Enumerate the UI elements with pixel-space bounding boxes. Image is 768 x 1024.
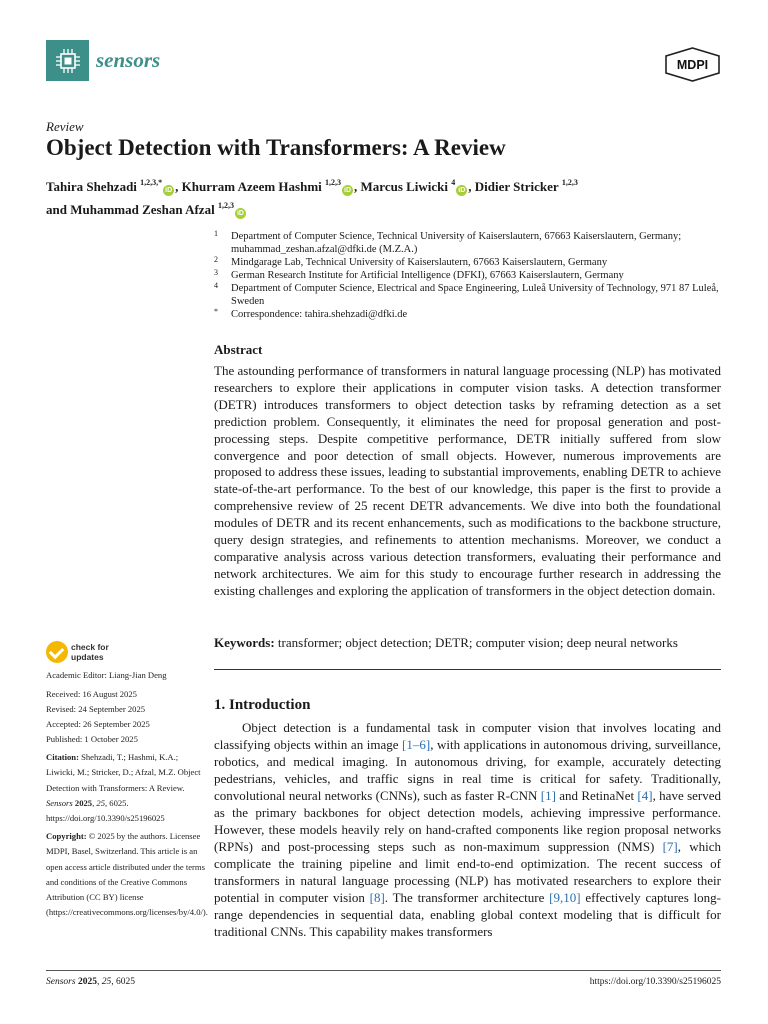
author-joiner: and bbox=[46, 202, 67, 217]
copyright-label: Copyright: bbox=[46, 831, 87, 841]
author-name: Khurram Azeem Hashmi bbox=[181, 179, 322, 194]
affiliation-text: Department of Computer Science, Technical University of Kaiserslautern, 67663 Kaiserslautern, Germany; muhammad_zeshan.afzal@dfki.de (M.Z.A.) bbox=[231, 231, 682, 255]
citation-link[interactable]: [4] bbox=[637, 788, 653, 803]
check-updates-line1: check for bbox=[71, 642, 109, 652]
citation-pages-doi[interactable]: , 6025. https://doi.org/10.3390/s25196025 bbox=[46, 797, 165, 824]
orcid-icon[interactable]: iD bbox=[458, 187, 466, 194]
intro-text: and RetinaNet bbox=[555, 788, 638, 803]
author-line-1: Tahira Shehzadi $^{1,2,3,*}$iD , Khurram Azeem Hashmi $^{1,2,3}$iD , Marcus Liwicki $^4$iD , Didier Stricker $^{1,2,3}$ bbox=[46, 178, 578, 194]
check-updates-line2: updates bbox=[71, 652, 104, 662]
citation-label: Citation: bbox=[46, 752, 79, 762]
affiliation-text: Mindgarage Lab, Technical University of Kaiserslautern, 67663 Kaiserslautern, Germany bbox=[231, 257, 608, 268]
date-accepted: Accepted: 26 September 2025 bbox=[46, 719, 150, 729]
citation-year: 2025 bbox=[74, 797, 93, 808]
intro-paragraph bbox=[214, 719, 721, 940]
affiliation-item bbox=[214, 230, 720, 256]
author-affil: 1,2,3 bbox=[325, 178, 342, 187]
citation-journal: Sensors bbox=[46, 797, 73, 808]
citation-text: Shehzadi, T.; Hashmi, K.A.; Liwicki, M.; Stricker, D.; Afzal, M.Z. Object Detection with Transformers: A Review. bbox=[46, 752, 201, 793]
author-list bbox=[46, 173, 578, 219]
correspondence-text[interactable]: Correspondence: tahira.shehzadi@dfki.de bbox=[231, 309, 408, 320]
affiliations bbox=[214, 230, 720, 321]
author-affil: 1,2,3, bbox=[140, 178, 159, 187]
abstract-text: The astounding performance of transformers in natural language processing (NLP) has motivated researchers to explore their applications in computer vision tasks. A detection transformer (DETR) introduces transformers to object detection tasks by reframing detection as a set prediction problem. Consequently, it eliminates the need for proposal generation and post-processing steps. Despite competitive performance, DETR initially suffered from slow convergence and poor detection of small objects. However, numerous improvements are proposed to address these issues, leading to substantial improvements, enabling DETR to achieve state-of-the-art performance. To the best of our knowledge, this paper is the first to provide a comprehensive review of 25 recent DETR advancements. We dive into both the foundational modules of DETR and its recent enhancements, such as modifications to the backbone structure, query design strategies, and refinements to attention mechanisms. Moreover, we conduct a comparative analysis across various detection transformers, evaluating their performance and network architectures. We aim for this study to encourage further research in addressing the existing challenges and exploring the application of transformers in the object detection domain. bbox=[214, 363, 721, 598]
citation-volume: 25 bbox=[96, 797, 105, 808]
citation-link[interactable]: [7] bbox=[662, 839, 678, 854]
affiliation-text: German Research Institute for Artificial Intelligence (DFKI), 67663 Kaiserslautern, Germany bbox=[231, 270, 624, 281]
affiliation-number: 4 bbox=[214, 281, 218, 290]
footer-page: , 6025 bbox=[111, 977, 135, 987]
affiliation-item bbox=[214, 256, 720, 269]
journal-logo-icon bbox=[46, 40, 89, 81]
corresponding-mark: * bbox=[158, 178, 163, 187]
check-icon bbox=[46, 641, 68, 663]
affiliation-item bbox=[214, 308, 720, 321]
author-affil: 1,2,3 bbox=[561, 178, 578, 187]
footer-year: 2025 bbox=[77, 977, 97, 987]
date-published: Published: 1 October 2025 bbox=[46, 734, 138, 744]
orcid-icon[interactable]: iD bbox=[236, 210, 244, 217]
citation-link[interactable]: [8] bbox=[369, 890, 385, 905]
footer-divider bbox=[46, 970, 721, 971]
mdpi-logo[interactable] bbox=[664, 47, 721, 82]
footer-volume: 25 bbox=[101, 977, 112, 987]
orcid-icon[interactable]: iD bbox=[344, 187, 352, 194]
author-name: Didier Stricker bbox=[474, 179, 559, 194]
affiliation-number: 1 bbox=[214, 229, 218, 238]
intro-text: effectively captures long-range dependencies in sequential data, enabling global context modeling that is difficult for traditional CNNs. This capability makes transformers bbox=[214, 890, 721, 939]
copyright-text: © 2025 by the authors. Licensee MDPI, Basel, Switzerland. This article is an open access article distributed under the terms and conditions of the Creative Commons Attribution (CC BY) license (https://creativecommons.org/licenses/by/4.0/). bbox=[46, 831, 208, 918]
author-name: Marcus Liwicki bbox=[360, 179, 449, 194]
intro-text: , which complicate the training pipeline and limit end-to-end optimization. The recent success of transformers in natural language processing (NLP) has motivated researchers to explore their potential in computer vision bbox=[214, 839, 721, 905]
intro-text: . The transformer architecture bbox=[384, 890, 550, 905]
affiliation-number: 2 bbox=[214, 255, 218, 264]
journal-name[interactable]: sensors bbox=[96, 48, 161, 72]
affiliation-item bbox=[214, 282, 720, 308]
footer-citation: Sensors 2025, 25, 6025 bbox=[46, 977, 135, 987]
author-affil: 4 bbox=[451, 178, 456, 187]
author-line-2 bbox=[46, 196, 578, 219]
footer-journal: Sensors bbox=[46, 977, 76, 987]
citation-link[interactable]: [9,10] bbox=[549, 890, 581, 905]
section-divider bbox=[214, 669, 721, 670]
academic-editor: Academic Editor: Liang-Jian Deng bbox=[46, 670, 167, 680]
date-received: Received: 16 August 2025 bbox=[46, 689, 137, 699]
citation-link[interactable]: [1–6] bbox=[402, 737, 431, 752]
affiliation-item bbox=[214, 269, 720, 282]
orcid-icon[interactable]: iD bbox=[165, 187, 173, 194]
author-affil: 1,2,3 bbox=[217, 201, 234, 210]
check-for-updates-button[interactable] bbox=[46, 641, 126, 665]
author-name: Muhammad Zeshan Afzal bbox=[70, 202, 215, 217]
section-heading-introduction: 1. Introduction bbox=[214, 697, 311, 713]
article-title: Object Detection with Transformers: A Review bbox=[46, 135, 506, 160]
keywords bbox=[214, 635, 721, 651]
article-type: Review bbox=[46, 119, 84, 134]
citation-block: Citation: Shehzadi, T.; Hashmi, K.A.; Liwicki, M.; Stricker, D.; Afzal, M.Z. Object Detection with Transformers: A Review. Sensors 2025, 25, 6025. https://doi.org/10.3390/s25196025 bbox=[46, 752, 201, 824]
date-revised: Revised: 24 September 2025 bbox=[46, 704, 146, 714]
affiliation-text: Department of Computer Science, Electrical and Space Engineering, Luleå University of Technology, 971 87 Luleå, Sweden bbox=[231, 283, 719, 307]
copyright-block bbox=[46, 829, 206, 921]
affiliation-number: * bbox=[214, 307, 218, 316]
mdpi-logo-text: MDPI bbox=[676, 58, 709, 72]
author-name: Tahira Shehzadi bbox=[46, 179, 137, 194]
abstract-heading: Abstract bbox=[214, 342, 263, 357]
intro-text: Object detection is a fundamental task in computer vision that involves locating and classifying objects within an image bbox=[214, 720, 721, 752]
footer-doi-link[interactable]: https://doi.org/10.3390/s25196025 bbox=[589, 977, 721, 987]
keywords-text: transformer; object detection; DETR; computer vision; deep neural networks bbox=[277, 635, 678, 650]
keywords-label: Keywords: bbox=[214, 635, 275, 650]
intro-text: , have served as the primary backbones for object detection models, achieving impressive performance. However, these models heavily rely on hand-crafted components like region proposal networks (RPNs) and post-processing steps such as non-maximum suppression (NMS) bbox=[214, 788, 721, 854]
intro-text: , with applications in autonomous driving, surveillance, robotics, and medical imaging. In autonomous driving, for example, accurately detecting pedestrians, vehicles, and traffic signs in real time is critical for safety. Traditionally, convolutional neural networks (CNNs), such as faster R-CNN bbox=[214, 737, 722, 803]
citation-link[interactable]: [1] bbox=[540, 788, 556, 803]
affiliation-number: 3 bbox=[214, 268, 218, 277]
